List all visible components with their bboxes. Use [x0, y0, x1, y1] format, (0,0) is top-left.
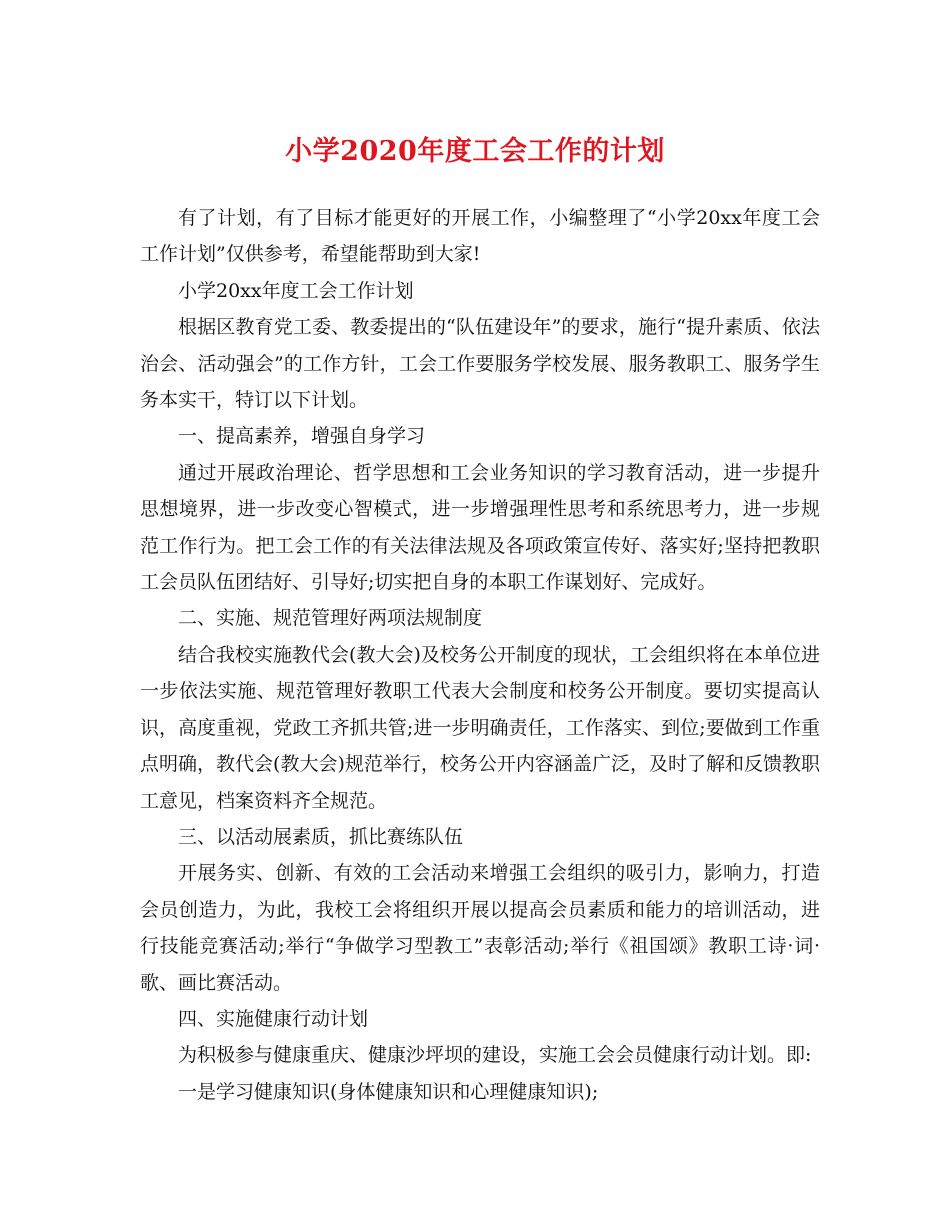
body-paragraph: 为积极参与健康重庆、健康沙坪坝的建设，实施工会会员健康行动计划。即:: [178, 1044, 812, 1067]
document-title: 小学2020年度工会工作的计划: [285, 136, 665, 167]
section-heading-1: 一、提高素养，增强自身学习: [178, 425, 426, 448]
plan-heading: 小学20xx年度工会工作计划: [178, 279, 414, 302]
intro-paragraph: 有了计划，有了目标才能更好的开展工作，小编整理了“小学20xx年度工会工作计划”仅供参考，希望能帮助到大家!: [140, 207, 820, 266]
body-paragraph: 开展务实、创新、有效的工会活动来增强工会组织的吸引力，影响力，打造会员创造力，为此，我校工会将组织开展以提高会员素质和能力的培训活动，进行技能竞赛活动;举行“争做学习型教工”表彰活动;举行《祖国颂》教职工诗·词·歌、画比赛活动。: [140, 862, 820, 994]
body-paragraph: 结合我校实施教代会(教大会)及校务公开制度的现状，工会组织将在本单位进一步依法实施、规范管理好教职工代表大会制度和校务公开制度。要切实提高认识，高度重视，党政工齐抓共管;进一步明确责任，工作落实、到位;要做到工作重点明确，教代会(教大会)规范举行，校务公开内容涵盖广泛，及时了解和反馈教职工意见，档案资料齐全规范。: [140, 643, 820, 812]
section-heading-3: 三、以活动展素质，抓比赛练队伍: [178, 825, 464, 848]
section-heading-2: 二、实施、规范管理好两项法规制度: [178, 607, 483, 630]
body-paragraph: 根据区教育党工委、教委提出的“队伍建设年”的要求，施行“提升素质、依法治会、活动强会”的工作方针，工会工作要服务学校发展、服务教职工、服务学生务本实干，特订以下计划。: [140, 316, 820, 412]
section-heading-4: 四、实施健康行动计划: [178, 1007, 369, 1030]
document-body: [140, 200, 820, 1110]
body-paragraph: 一是学习健康知识(身体健康知识和心理健康知识);: [178, 1080, 599, 1103]
body-paragraph: 通过开展政治理论、哲学思想和工会业务知识的学习教育活动，进一步提升思想境界，进一步改变心智模式，进一步增强理性思考和系统思考力，进一步规范工作行为。把工会工作的有关法律法规及各项政策宣传好、落实好;坚持把教职工会员队伍团结好、引导好;切实把自身的本职工作谋划好、完成好。: [140, 461, 820, 594]
